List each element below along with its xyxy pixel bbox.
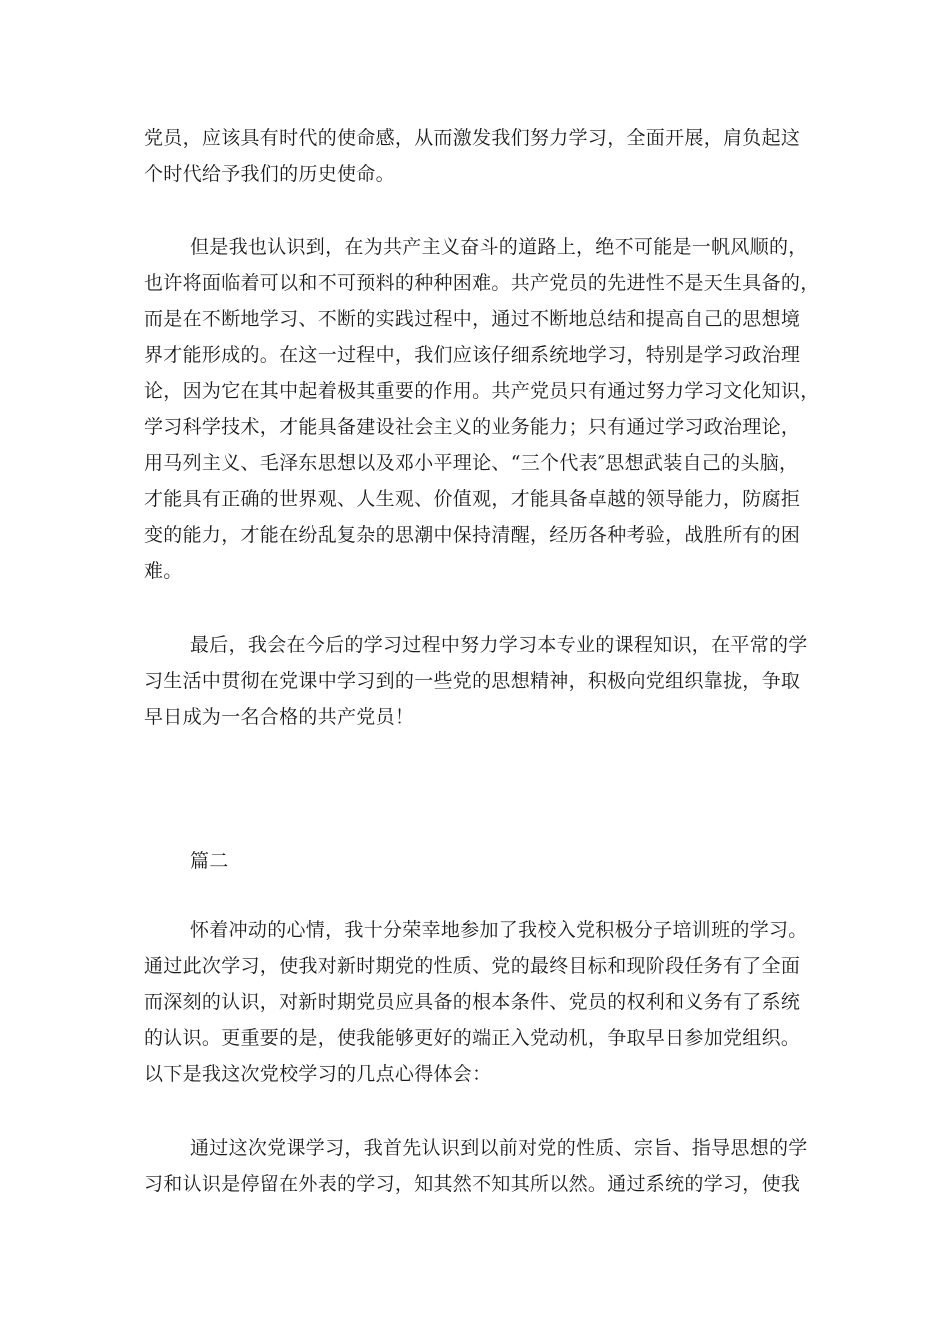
paragraph-2-line-1: 但是我也认识到，在为共产主义奋斗的道路上，绝不可能是一帆风顺的， [190, 236, 808, 258]
paragraph-2-line-6: 学习科学技术，才能具备建设社会主义的业务能力；只有通过学习政治理论， [144, 416, 801, 438]
paragraph-2-line-2: 也许将面临着可以和不可预料的种种困难。共产党员的先进性不是天生具备的， [144, 272, 820, 294]
paragraph-2-line-10: 难。 [144, 560, 183, 582]
paragraph-2-line-5: 论，因为它在其中起着极其重要的作用。共产党员只有通过努力学习文化知识， [144, 380, 820, 402]
paragraph-2-line-8: 才能具有正确的世界观、人生观、价值观，才能具备卓越的领导能力，防腐拒 [144, 488, 801, 510]
paragraph-4-line-2: 通过此次学习，使我对新时期党的性质、党的最终目标和现阶段任务有了全面 [144, 955, 801, 977]
paragraph-3-line-2: 习生活中贯彻在党课中学习到的一些党的思想精神，积极向党组织靠拢，争取 [144, 670, 801, 692]
paragraph-5-line-1: 通过这次党课学习，我首先认识到以前对党的性质、宗旨、指导思想的学 [190, 1137, 808, 1159]
paragraph-4-line-3: 而深刻的认识，对新时期党员应具备的根本条件、党员的权利和义务有了系统 [144, 991, 801, 1013]
paragraph-2-line-7: 用马列主义、毛泽东思想以及邓小平理论、“三个代表″思想武装自己的头脑， [144, 452, 799, 474]
paragraph-4-line-1: 怀着冲动的心情，我十分荣幸地参加了我校入党积极分子培训班的学习。 [190, 919, 808, 941]
paragraph-1-line-2: 个时代给予我们的历史使命。 [144, 163, 395, 185]
paragraph-4-line-5: 以下是我这次党校学习的几点心得体会： [144, 1063, 492, 1085]
paragraph-3-line-3: 早日成为一名合格的共产党员！ [144, 706, 415, 728]
section-heading: 篇二 [190, 850, 229, 872]
paragraph-2-line-3: 而是在不断地学习、不断的实践过程中，通过不断地总结和提高自己的思想境 [144, 308, 801, 330]
paragraph-1-line-1: 党员，应该具有时代的使命感，从而激发我们努力学习，全面开展，肩负起这 [144, 127, 801, 149]
paragraph-5-line-2: 习和认识是停留在外表的学习，知其然不知其所以然。通过系统的学习，使我 [144, 1173, 801, 1195]
paragraph-2-line-9: 变的能力，才能在纷乱复杂的思潮中保持清醒，经历各种考验，战胜所有的困 [144, 524, 801, 546]
paragraph-4-line-4: 的认识。更重要的是，使我能够更好的端正入党动机，争取早日参加党组织。 [144, 1027, 801, 1049]
paragraph-3-line-1: 最后，我会在今后的学习过程中努力学习本专业的课程知识，在平常的学 [190, 634, 808, 656]
paragraph-2-line-4: 界才能形成的。在这一过程中，我们应该仔细系统地学习，特别是学习政治理 [144, 344, 801, 366]
